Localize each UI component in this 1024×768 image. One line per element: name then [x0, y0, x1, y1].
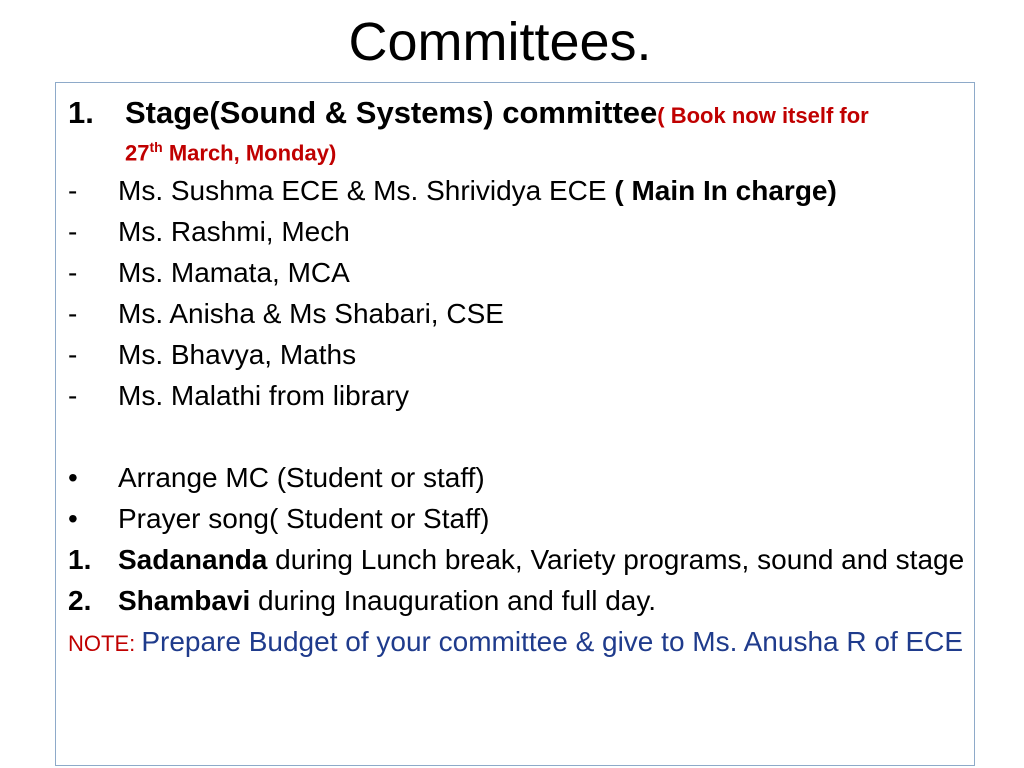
page-title: Committees. [348, 12, 652, 72]
bullet-text: Arrange MC (Student or staff) [118, 462, 485, 494]
bullet-marker: • [68, 503, 78, 535]
duty-text: during Inauguration and full day. [250, 585, 657, 617]
member-item [68, 252, 968, 293]
booking-note-line2: 27th March, Monday) [125, 139, 337, 166]
member-item [68, 211, 968, 252]
note-text: Prepare Budget of your committee & give to Ms. Anusha R of ECE [141, 626, 964, 658]
dash-marker: - [68, 298, 78, 330]
member-item [68, 170, 968, 211]
dash-marker: - [68, 339, 78, 371]
member-text: Ms. Mamata, MCA [118, 257, 350, 289]
dash-marker: - [68, 257, 78, 289]
member-item [68, 375, 968, 416]
dash-marker: - [68, 216, 78, 248]
slide-content [68, 92, 968, 664]
person-name: Sadananda [118, 544, 268, 576]
dash-marker: - [68, 175, 78, 207]
spacer [68, 416, 968, 457]
bullet-text: Prayer song( Student or Staff) [118, 503, 490, 535]
budget-note [68, 621, 968, 664]
number-marker: 1. [68, 544, 92, 576]
bullet-marker: • [68, 462, 78, 494]
member-item [68, 334, 968, 375]
heading-text: Stage(Sound & Systems) committee [125, 95, 658, 130]
member-text: Ms. Rashmi, Mech [118, 216, 350, 248]
member-text: Ms. Sushma ECE & Ms. Shrividya ECE [118, 175, 615, 207]
bullet-item [68, 457, 968, 498]
numbered-item [68, 580, 968, 621]
number-marker: 2. [68, 585, 92, 617]
booking-note-line1: ( Book now itself for [657, 103, 869, 128]
heading-number: 1. [68, 95, 94, 130]
note-label: NOTE: [68, 631, 142, 657]
booking-note-row [68, 130, 968, 170]
member-text: Ms. Anisha & Ms Shabari, CSE [118, 298, 504, 330]
member-text: Ms. Bhavya, Maths [118, 339, 357, 371]
numbered-item [68, 539, 968, 580]
duty-text: during Lunch break, Variety programs, sound and stage [267, 544, 965, 576]
member-text: Ms. Malathi from library [118, 380, 409, 412]
bullet-item [68, 498, 968, 539]
member-role: ( Main In charge) [614, 175, 837, 207]
dash-marker: - [68, 380, 78, 412]
person-name: Shambavi [118, 585, 251, 617]
member-item [68, 293, 968, 334]
